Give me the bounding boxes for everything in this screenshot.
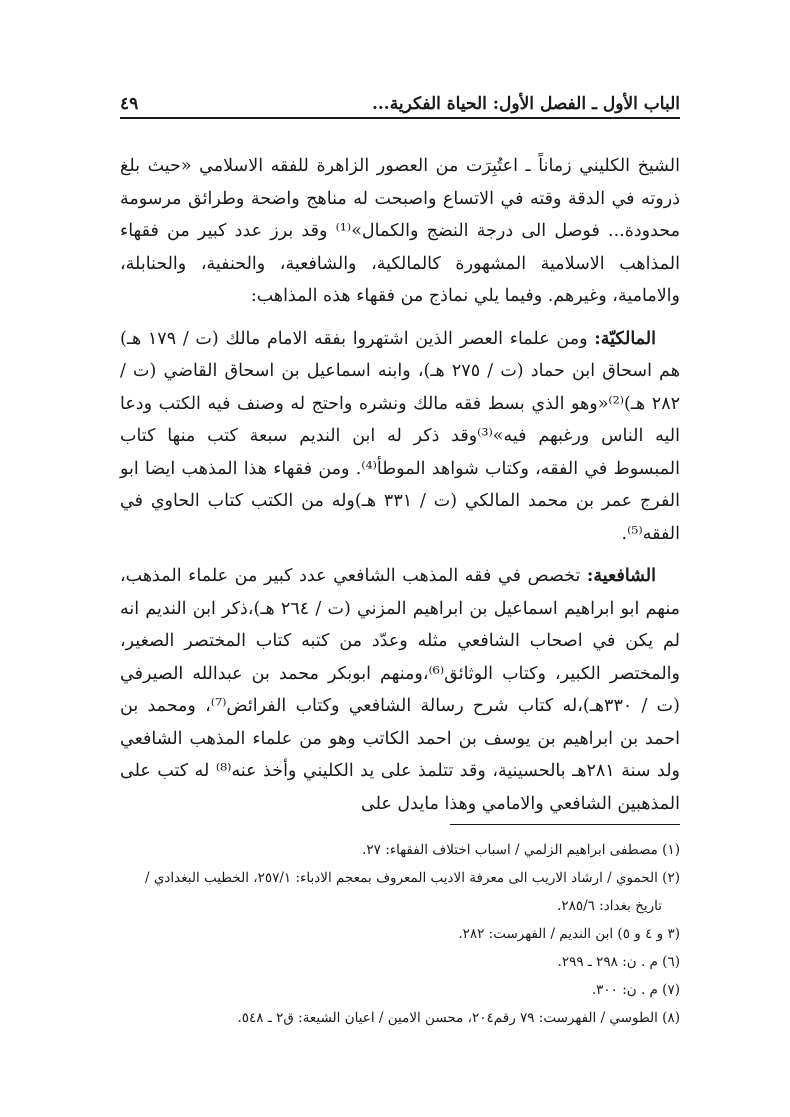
footnote-1: (١) مصطفى ابراهيم الزلمي / اسباب اختلاف الفقهاء: ٢٧. (362, 842, 680, 858)
footnotes (120, 836, 680, 1032)
running-header (120, 82, 680, 114)
header-rule (120, 117, 680, 119)
paragraph-malikiyya-text: ومن علماء العصر الذين اشتهروا بفقه الامام مالك (ت / ١٧٩ هـ) هم اسحاق ابن حماد (ت / ٢٧٥ هـ)، وابنه اسماعيل بن اسحاق القاضي (ت / ٢٨٢ هـ)⁽²⁾«وهو الذي بسط فقه مالك ونشره واحتج له وصنف فيه الكتب ودعا اليه الناس ورغبهم فيه»⁽³⁾وقد ذكر له ابن النديم سبعة كتب منها كتاب المبسوط في الفقه، وكتاب شواهد الموطأ⁽⁴⁾. ومن فقهاء هذا المذهب ايضا ابو الفرج عمر بن محمد المالكي (ت / ٣٣١ هـ)وله من الكتب كتاب الحاوي في الفقه⁽⁵⁾. (120, 328, 680, 544)
section-lead-shafiiyya: الشافعية: (586, 566, 656, 586)
footnote-8: (٨) الطوسي / الفهرست: ٧٩ رقم٢٠٤، محسن الامين / اعيان الشيعة: ق٢ ـ ٥٤٨. (237, 1010, 680, 1026)
footnote-rule (450, 824, 680, 825)
paragraph-shafiiyya (120, 560, 680, 820)
footnote-7: (٧) م . ن: ٣٠٠. (591, 982, 680, 998)
page-number: ٤٩ (120, 94, 139, 114)
body-text (120, 150, 680, 820)
footnote-6: (٦) م . ن: ٢٩٨ ـ ٢٩٩. (557, 954, 680, 970)
footnote-3-4-5: (٣ و ٤ و ٥) ابن النديم / الفهرست: ٢٨٢. (458, 926, 680, 942)
section-lead-malikiyya: المالكيّة: (594, 328, 656, 349)
paragraph-shafiiyya-text: تخصص في فقه المذهب الشافعي عدد كبير من علماء المذهب، منهم ابو ابراهيم اسماعيل بن ابراهيم المزني (ت / ٢٦٤ هـ)،ذكر ابن النديم انه لم يكن في اصحاب الشافعي مثله وعدّد من كتبه كتاب المختصر الصغير، والمختصر الكبير، وكتاب الوثائق⁽⁶⁾،ومنهم ابوبكر محمد بن عبدالله الصيرفي (ت / ٣٣٠هـ)،له كتاب شرح رسالة الشافعي وكتاب الفرائض⁽⁷⁾، ومحمد بن احمد بن ابراهيم بن يوسف بن احمد الكاتب وهو من علماء المذهب الشافعي ولد سنة ٢٨١هـ بالحسينية، وقد تتلمذ على يد الكليني وأخذ عنه⁽⁸⁾ له كتب على المذهبين الشافعي والامامي وهذا مايدل على (120, 566, 681, 814)
footnote-2: (٢) الحموي / ارشاد الاريب الى معرفة الاديب المعروف بمعجم الادباء: ٢٥٧/١، الخطيب البغدادي / (144, 870, 680, 886)
footnote-2-continuation: تاريخ بغداد: ٢٨٥/٦. (557, 898, 662, 914)
paragraph-intro: الشيخ الكليني زماناً ـ اعتُبِرَت من العصور الزاهرة للفقه الاسلامي «حيث بلغ ذروته في الدقة وقته في الاتساع واصبحت له مناهج واضحة وطرائق مرسومة محدودة... فوصل الى درجة النضج والكمال»⁽¹⁾ وقد برز عدد كبير من فقهاء المذاهب الاسلامية المشهورة كالمالكية، والشافعية، والحنفية، والحنابلة، والامامية، وغيرهم. وفيما يلي نماذج من فقهاء هذه المذاهب: (120, 156, 680, 306)
paragraph-malikiyya (120, 323, 680, 551)
chapter-title: الباب الأول ـ الفصل الأول: الحياة الفكرية... (371, 94, 680, 114)
